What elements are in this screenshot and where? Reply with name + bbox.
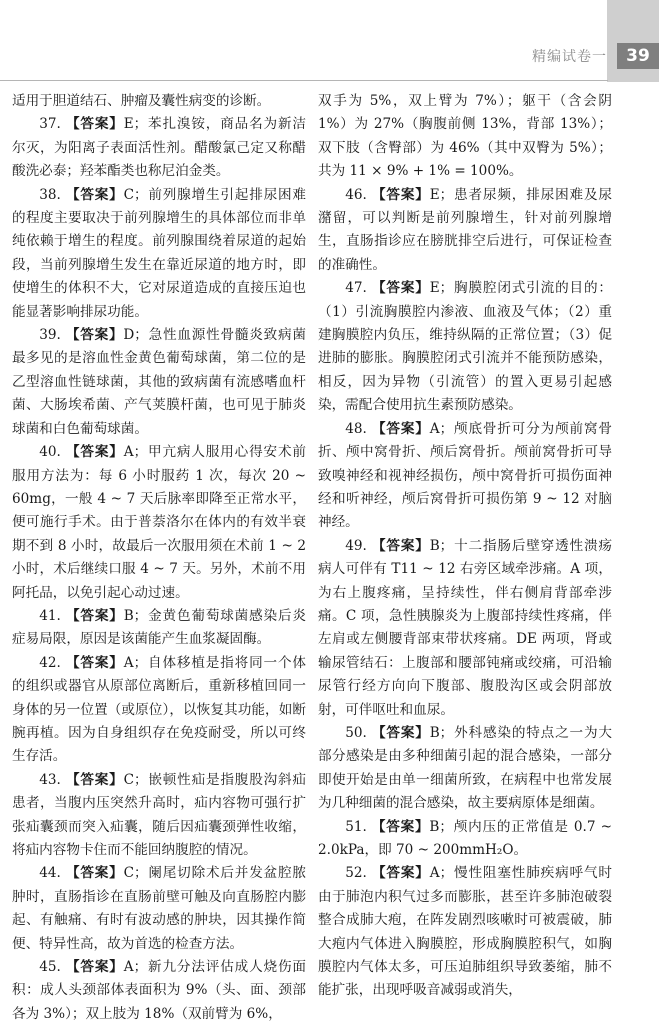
answer-label: 【答案】 <box>65 865 124 882</box>
question-number: 52. <box>345 865 372 882</box>
answer-label: 【答案】 <box>65 959 124 976</box>
explanation-text: A；自体移植是指将同一个体的组织或器官从原部位离断后，重新移植回同一身体的另一位置（或原位），以恢复其功能，如断腕再植。因为自身组织存在免疫耐受，所以可终生存活。 <box>12 654 306 765</box>
answer-label: 【答案】 <box>371 537 430 554</box>
question-number: 39. <box>39 327 66 344</box>
explanation-text: A；颅底骨折可分为颅前窝骨折、颅中窝骨折、颅后窝骨折。颅前窝骨折可导致嗅神经和视神经损伤，颅中窝骨折可损伤面神经和听神经，颅后窝骨折可损伤第 9 ~ 12 对脑神经。 <box>318 420 612 531</box>
header-divider <box>0 80 608 81</box>
explanation-text: D；急性血源性骨髓炎致病菌最多见的是溶血性金黄色葡萄球菌，第二位的是乙型溶血性链球菌，其他的致病菌有流感嗜血杆菌、大肠埃希菌、产气荚膜杆菌，也可见于肺炎球菌和白色葡萄球菌。 <box>12 327 306 437</box>
answer-paragraph <box>12 652 306 769</box>
two-column-body <box>12 90 612 1022</box>
answer-paragraph <box>12 184 306 324</box>
answer-label: 【答案】 <box>371 280 430 297</box>
answer-paragraph <box>318 277 612 417</box>
answer-label: 【答案】 <box>371 818 430 835</box>
explanation-text: A；新九分法评估成人烧伤面积：成人头颈部体表面积为 9%（头、面、颈部各为 3%）；双上肢为 18%（双前臂为 6%， <box>12 959 306 1022</box>
explanation-text: E；苯扎溴铵，商品名为新洁尔灭，为阳离子表面活性剂。醋酸氯己定又称醋酸洗必泰；羟苯酯类也称尼泊金类。 <box>12 116 306 180</box>
answer-paragraph <box>318 535 612 722</box>
answer-paragraph <box>318 184 612 278</box>
question-number: 46. <box>345 186 372 203</box>
explanation-text: E；患者尿频，排尿困难及尿潴留，可以判断是前列腺增生，针对前列腺增生，直肠指诊应在膀胱排空后进行，可保证检查的准确性。 <box>318 186 612 273</box>
explanation-text: 双手为 5%，双上臂为 7%）；躯干（含会阴 1%）为 27%（胸腹前侧 13%，背部 13%）；双下肢（含臀部）为 46%（其中双臀为 5%）；共为 11 × 9% + 1% = 100%。 <box>318 93 612 180</box>
explanation-text: C；前列腺增生引起排尿困难的程度主要取决于前列腺增生的具体部位而非单纯依赖于增生的程度。前列腺围绕着尿道的起始段，当前列腺增生发生在靠近尿道的地方时，即使增生的体积不大，它对尿道造成的直接压迫也能显著影响排尿功能。 <box>12 186 306 320</box>
answer-label: 【答案】 <box>65 771 124 788</box>
answer-paragraph <box>318 816 612 863</box>
answer-label: 【答案】 <box>371 865 430 882</box>
question-number: 45. <box>39 959 66 976</box>
answer-label: 【答案】 <box>371 420 430 437</box>
question-number: 48. <box>345 420 372 437</box>
section-label: 精编试卷一 <box>532 49 607 65</box>
question-number: 47. <box>345 280 372 297</box>
explanation-text: C；嵌顿性疝是指腹股沟斜疝患者，当腹内压突然升高时，疝内容物可强行扩张疝囊颈而突入疝囊，随后因疝囊颈弹性收缩，将疝内容物卡住而不能回纳腹腔的情况。 <box>12 771 306 858</box>
explanation-text: 适用于胆道结石、肿瘤及囊性病变的诊断。 <box>12 93 271 109</box>
answer-label: 【答案】 <box>371 186 430 203</box>
question-number: 44. <box>39 865 66 882</box>
answer-paragraph <box>12 324 306 441</box>
explanation-text: B；外科感染的特点之一为大部分感染是由多种细菌引起的混合感染，一部分即使开始是由单一细菌所致，在病程中也常发展为几种细菌的混合感染，故主要病原体是细菌。 <box>318 724 612 812</box>
answer-label: 【答案】 <box>65 327 124 344</box>
explanation-text: C；阑尾切除术后并发盆腔脓肿时，直肠指诊在直肠前壁可触及向直肠腔内膨起、有触痛、有时有波动感的肿块，因其操作简便、特异性高，故为首选的检查方法。 <box>12 865 306 952</box>
header-top-area <box>0 0 600 26</box>
answer-paragraph <box>318 418 612 535</box>
question-number: 50. <box>345 724 372 741</box>
left-column <box>12 90 306 1022</box>
answer-label: 【答案】 <box>65 116 124 133</box>
question-number: 51. <box>345 818 372 835</box>
answer-paragraph <box>12 113 306 183</box>
question-number: 42. <box>39 654 66 671</box>
answer-paragraph <box>12 605 306 652</box>
question-number: 38. <box>39 186 66 203</box>
question-number: 41. <box>39 607 66 624</box>
answer-label: 【答案】 <box>65 186 124 203</box>
question-number: 49. <box>345 537 372 554</box>
page-number: 39 <box>617 43 659 69</box>
explanation-text: A；甲亢病人服用心得安术前服用方法为：每 6 小时服药 1 次，每次 20 ~ 60mg，一般 4 ~ 7 天后脉率即降至正常水平，便可施行手术。由于普萘洛尔在体内的有效半衰期不到 8 小时，故最后一次服用须在术前 1 ~ 2 小时，术后继续口服 4 ~ 7 天。另外，术前不用阿托品，以免引起心动过速。 <box>12 444 306 601</box>
explanation-text: B；颅内压的正常值是 0.7 ~ 2.0kPa，即 70 ~ 200mmH₂O。 <box>318 818 612 858</box>
answer-label: 【答案】 <box>65 444 124 461</box>
answer-paragraph <box>318 862 612 1002</box>
answer-paragraph <box>12 441 306 605</box>
question-number: 37. <box>39 116 66 133</box>
answer-paragraph <box>318 90 612 184</box>
explanation-text: A；慢性阻塞性肺疾病呼气时由于肺泡内积气过多而膨胀，甚至许多肺泡破裂整合成肺大疱，在阵发剧烈咳嗽时可被震破，肺大疱内气体进入胸膜腔，形成胸膜腔积气，如胸膜腔内气体太多，可压迫肺组织导致萎缩，肺不能扩张，出现呼吸音减弱或消失， <box>318 865 612 999</box>
answer-label: 【答案】 <box>65 607 124 624</box>
question-number: 40. <box>39 444 66 461</box>
answer-label: 【答案】 <box>65 654 124 671</box>
explanation-text: B；金黄色葡萄球菌感染后炎症易局限，原因是该菌能产生血浆凝固酶。 <box>12 607 306 648</box>
answer-paragraph <box>12 90 306 113</box>
answer-paragraph <box>318 722 612 816</box>
answer-paragraph <box>12 862 306 956</box>
running-header <box>470 40 659 72</box>
answer-label: 【答案】 <box>371 724 430 741</box>
explanation-text: E；胸膜腔闭式引流的目的：（1）引流胸膜腔内渗液、血液及气体；（2）重建胸膜腔内负压，维持纵隔的正常位置；（3）促进肺的膨胀。胸膜腔闭式引流并不能预防感染，相反，因为异物（引流管）的置入更易引起感染，需配合使用抗生素预防感染。 <box>318 280 612 414</box>
answer-paragraph <box>12 956 306 1026</box>
answer-paragraph <box>12 769 306 863</box>
question-number: 43. <box>39 771 66 788</box>
explanation-text: B；十二指肠后壁穿透性溃疡病人可伴有 T11 ~ 12 右旁区域牵涉痛。A 项，为右上腹疼痛，呈持续性，伴右侧肩背部牵涉痛。C 项，急性胰腺炎为上腹部持续性疼痛，伴左肩或左侧腰背部束带状疼痛。DE 两项，肾或输尿管结石：上腹部和腰部钝痛或绞痛，可沿输尿管行经方向向下腹部、腹股沟区或会阴部放射，可伴呕吐和血尿。 <box>318 537 612 718</box>
right-column <box>318 90 612 999</box>
